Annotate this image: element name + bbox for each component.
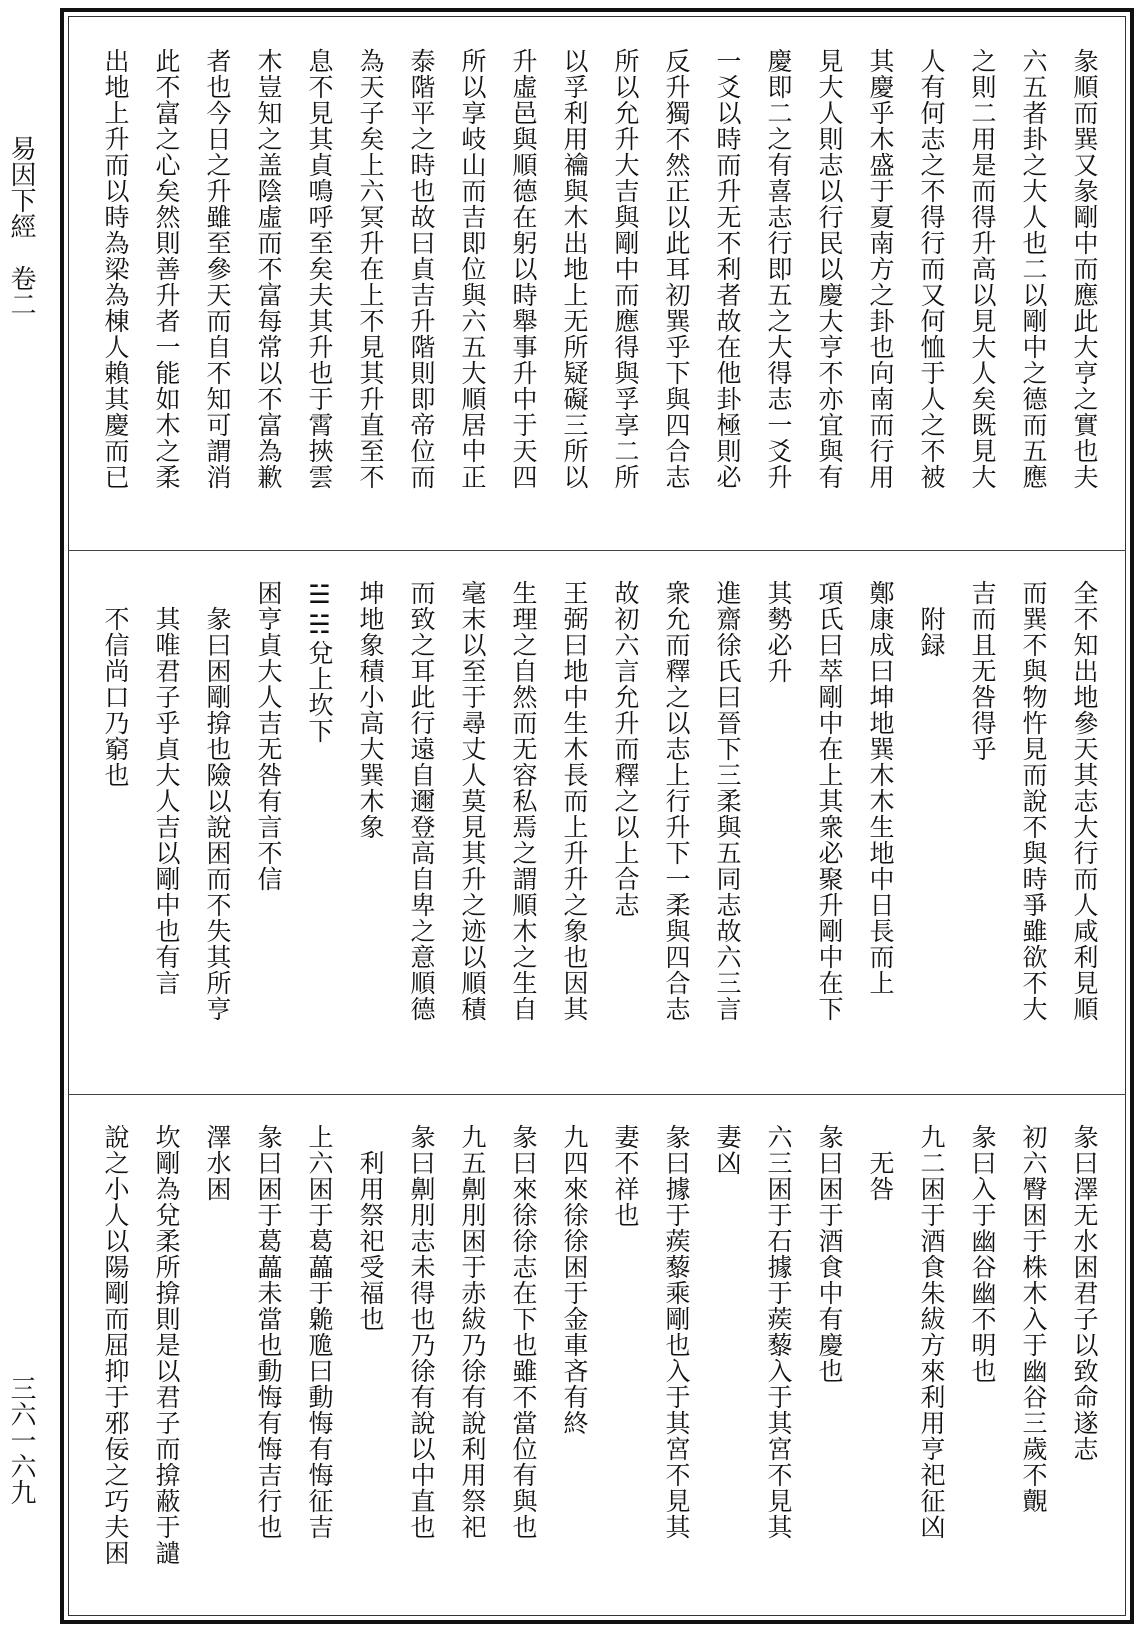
text-column: 其慶乎木盛于夏南方之卦也向南而行用 bbox=[866, 48, 895, 490]
text-column: 坎剛為兌柔所揜則是以君子而揜蔽于譴 bbox=[152, 1124, 181, 1566]
text-column: 而巽不與物忤見而說不與時爭雖欲不大 bbox=[1019, 580, 1048, 1022]
text-column: 之則二用是而得升高以見大人矣既見大 bbox=[968, 48, 997, 490]
column-group bbox=[84, 48, 1110, 540]
text-column: 其勢必升 bbox=[764, 580, 793, 684]
text-column: 泰階平之時也故曰貞吉升階則即帝位而 bbox=[407, 48, 436, 490]
text-column: 彖曰困于酒食中有慶也 bbox=[815, 1124, 844, 1384]
text-column: 彖曰澤无水困君子以致命遂志 bbox=[1070, 1124, 1099, 1462]
text-panel-middle bbox=[70, 552, 1124, 1092]
text-column: 九二困于酒食朱紱方來利用亨祀征凶 bbox=[917, 1124, 946, 1540]
column-group bbox=[84, 580, 1110, 1084]
text-column: 鄭康成曰坤地巽木木生地中日長而上 bbox=[866, 580, 895, 996]
text-column: 全不知出地參天其志大行而人咸利見順 bbox=[1070, 580, 1099, 1022]
text-column: 此不富之心矣然則善升者一能如木之柔 bbox=[152, 48, 181, 490]
text-column: 毫末以至于尋丈人莫見其升之迹以順積 bbox=[458, 580, 487, 1022]
text-panel-lower bbox=[70, 1096, 1124, 1618]
text-column: 利用祭祀受福也 bbox=[356, 1124, 385, 1332]
text-column: 妻凶 bbox=[713, 1124, 742, 1176]
text-column: 上六困于葛藟于臲卼曰動悔有悔征吉 bbox=[305, 1124, 334, 1540]
text-column: 故初六言允升而釋之以上合志 bbox=[611, 580, 640, 918]
text-column: 生理之自然而无容私焉之謂順木之生自 bbox=[509, 580, 538, 1022]
text-column: 九五劓刖困于赤紱乃徐有說利用祭祀 bbox=[458, 1124, 487, 1540]
text-column: 彖曰入于幽谷幽不明也 bbox=[968, 1124, 997, 1384]
text-column: 困亨貞大人吉无咎有言不信 bbox=[254, 580, 283, 892]
text-column: 不信尚口乃窮也 bbox=[101, 580, 130, 788]
margin-title: 易因下經 卷二 bbox=[6, 135, 36, 317]
text-column: 彖曰據于蒺藜乘剛也入于其宮不見其 bbox=[662, 1124, 691, 1540]
text-column: 无咎 bbox=[866, 1124, 895, 1202]
text-column: 彖順而巽又彖剛中而應此大亨之實也夫 bbox=[1070, 48, 1099, 490]
text-column: 初六臀困于株木入于幽谷三歲不覿 bbox=[1019, 1124, 1048, 1514]
text-column: 其唯君子乎貞大人吉以剛中也有言 bbox=[152, 580, 181, 996]
text-column: 項氏曰萃剛中在上其衆必聚升剛中在下 bbox=[815, 580, 844, 1022]
text-column: 王弼曰地中生木長而上升升之象也因其 bbox=[560, 580, 589, 1022]
text-column: 人有何志之不得行而又何恤于人之不被 bbox=[917, 48, 946, 490]
text-column: 彖曰困剛揜也險以說困而不失其所亨 bbox=[203, 580, 232, 1022]
text-column: 衆允而釋之以志上行升下一柔與四合志 bbox=[662, 580, 691, 1022]
text-column: 妻不祥也 bbox=[611, 1124, 640, 1228]
text-column: 出地上升而以時為梁為棟人賴其慶而已 bbox=[101, 48, 130, 490]
text-column: 彖曰來徐徐志在下也雖不當位有與也 bbox=[509, 1124, 538, 1540]
text-column: 吉而且无咎得乎 bbox=[968, 580, 997, 762]
text-column: 息不見其貞鳴呼至矣夫其升也于霄挾雲 bbox=[305, 48, 334, 490]
section-divider bbox=[68, 1094, 1126, 1095]
text-column: 為天子矣上六冥升在上不見其升直至不 bbox=[356, 48, 385, 490]
text-column: 慶即二之有喜志行即五之大得志一爻升 bbox=[764, 48, 793, 490]
text-column: 所以享岐山而吉即位與六五大順居中正 bbox=[458, 48, 487, 490]
text-column: 木豈知之盖陰虛而不富每常以不富為歉 bbox=[254, 48, 283, 490]
text-column: 澤水困 bbox=[203, 1124, 232, 1202]
text-column: 彖曰劓刖志未得也乃徐有說以中直也 bbox=[407, 1124, 436, 1540]
text-column: 以孚利用禴與木出地上无所疑礙三所以 bbox=[560, 48, 589, 490]
column-group bbox=[84, 1124, 1110, 1610]
text-column: 附録 bbox=[917, 580, 946, 658]
text-column: 六五者卦之大人也二以剛中之德而五應 bbox=[1019, 48, 1048, 490]
text-column: 坤地象積小高大巽木象 bbox=[356, 580, 385, 840]
text-column: 六三困于石據于蒺藜入于其宮不見其 bbox=[764, 1124, 793, 1540]
text-column: 而致之耳此行遠自邇登高自卑之意順德 bbox=[407, 580, 436, 1022]
text-column: 進齋徐氏曰晉下三柔與五同志故六三言 bbox=[713, 580, 742, 1022]
text-panel-upper bbox=[70, 20, 1124, 548]
text-column: 者也今日之升雖至參天而自不知可謂消 bbox=[203, 48, 232, 490]
text-column: 見大人則志以行民以慶大亨不亦宜與有 bbox=[815, 48, 844, 490]
text-column: 升虛邑與順德在躬以時舉事升中于天四 bbox=[509, 48, 538, 490]
text-column: 所以允升大吉與剛中而應得與孚享二所 bbox=[611, 48, 640, 490]
text-column: 一爻以時而升无不利者故在他卦極則必 bbox=[713, 48, 742, 490]
text-column: 說之小人以陽剛而屈抑于邪佞之巧夫困 bbox=[101, 1124, 130, 1566]
text-column: 九四來徐徐困于金車吝有終 bbox=[560, 1124, 589, 1436]
text-column: ☱☵兌上坎下 bbox=[305, 580, 334, 744]
text-column: 反升獨不然正以此耳初巽乎下與四合志 bbox=[662, 48, 691, 490]
margin-page-number: 三六一六九 bbox=[6, 1375, 36, 1505]
text-column: 彖曰困于葛藟未當也動悔有悔吉行也 bbox=[254, 1124, 283, 1540]
section-divider bbox=[68, 550, 1126, 551]
